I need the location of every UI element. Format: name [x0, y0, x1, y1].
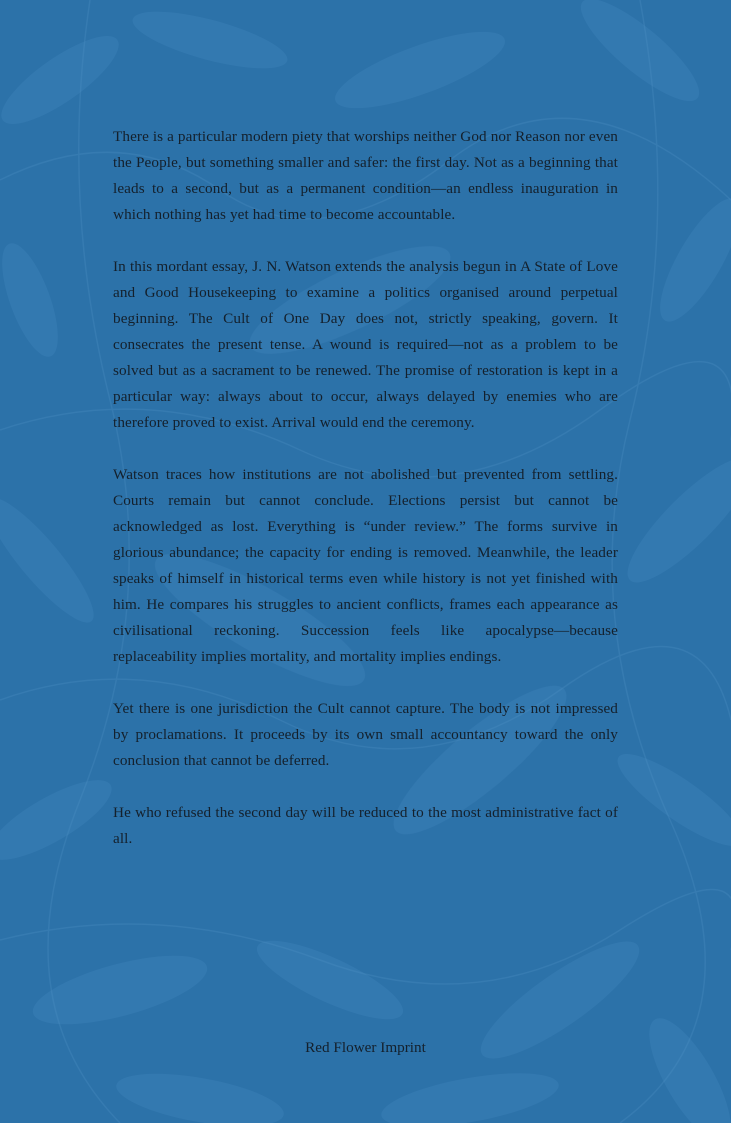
blurb-paragraph-1: There is a particular modern piety that worships neither God nor Reason nor even the People, but something smaller and safer: the first day. Not as a beginning that leads to a second, but as a permanent condition—an endless inauguration in which nothing has yet had time to become accountable. — [113, 128, 618, 223]
publisher-imprint: Red Flower Imprint — [305, 1039, 426, 1056]
blurb-paragraph-4: Yet there is one jurisdiction the Cult cannot capture. The body is not impressed by proclamations. It proceeds by its own small accountancy toward the only conclusion that cannot be deferred. — [113, 700, 618, 769]
back-cover-blurb — [113, 124, 618, 878]
blurb-paragraph-3: Watson traces how institutions are not abolished but prevented from settling. Courts remain but cannot conclude. Elections persist but cannot be acknowledged as lost. Everything is “under review.” The forms survive in glorious abundance; the capacity for ending is removed. Meanwhile, the leader speaks of himself in historical terms even while history is not yet finished with him. He compares his struggles to ancient conflicts, frames each appearance as civilisational reckoning. Succession feels like apocalypse—because replaceability implies mortality, and mortality implies endings. — [113, 466, 618, 665]
blurb-paragraph-5: He who refused the second day will be reduced to the most administrative fact of all. — [113, 804, 618, 847]
blurb-paragraph-2: In this mordant essay, J. N. Watson extends the analysis begun in A State of Love and Good Housekeeping to examine a politics organised around perpetual beginning. The Cult of One Day does not, strictly speaking, govern. It consecrates the present tense. A wound is required—not as a problem to be solved but as a sacrament to be renewed. The promise of restoration is kept in a particular way: always about to occur, always delayed by enemies who are therefore proved to exist. Arrival would end the ceremony. — [113, 258, 618, 431]
